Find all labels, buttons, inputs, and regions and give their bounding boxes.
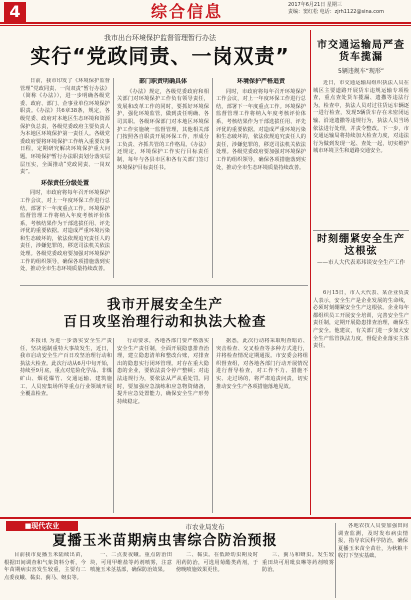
lead-col1-text-b: 同时，市政府将每年召开环境保护工作会议，对上一年度环保工作进行总结，部署下一年度重点工作。环境保护监督管理工作将纳入年度考核评价体系，考核结果作为干部选拔任用、评先评优的重要依据。对造成严重环境污染和生态破坏的，依法依规追究责任人的责任，涉嫌犯罪的，移送司法机关依法处理。各级党委政府要加强对环境保护工作的组织领导，确保各项措施落到实处，推动全市生态环境质量持续改善。 [20, 190, 110, 273]
right-story-1-subtitle: 5辆违规车“现形” [337, 68, 385, 75]
column-divider [212, 78, 213, 278]
lead-subhead-1: 部门职责明确具体 [138, 78, 187, 85]
safety-headline [20, 297, 310, 331]
column-divider [335, 523, 336, 598]
right-story-1-headline: 市交通运输局严查货车揽漏 [317, 40, 405, 63]
lead-col1-text: 日前，我市印发了《环境保护监督管理“党政同责、一岗双责”暂行办法》（简称《办法》），进一步明确各级党委、政府、部门、企事业单位环境保护职责。《办法》共6章38条，规定，各级党委、政府对本地区生态环境和资源保护负总责，各级党委政府主要负责人为本地区环境保护第一责任人。各级党委政府要将环境保护工作纳入重要议事日程，定期研究解决环境保护重大问题。环境保护暂行办法职责划分落实层层压实，全面推动“党政同责、一岗双责”。 [20, 78, 110, 176]
right-story-2-subtitle: ——市人大代表邓玮谈安全生产工作 [316, 260, 405, 266]
issue-info [288, 2, 408, 16]
lead-column-3 [216, 78, 306, 278]
column-divider [113, 78, 114, 278]
safety-column-2: 行动要求，各地各部门要严格落实安全生产责任制，全面开展隐患排查治理，建立隐患清单和整改台账，对排查出的隐患实行闭环管理。对存在重大隐患的企业，要依法责令停产整顿；对违法违规行为，要依法从严从重处罚。同时，要加强应急演练和应急物资储备，提升应急处置能力，确保安全生产形势持续稳定。 [117, 338, 209, 405]
safety-headline-line-2: 百日攻坚治理行动和执法大检查 [63, 314, 267, 330]
column-divider [212, 338, 213, 513]
bottom-column-4: 三、蓟马和蚜虫。发生较重田块可用吡虫啉等药剂喷雾防治。 [262, 552, 334, 574]
safety-headline-line-1: 我市开展安全生产 [107, 297, 223, 313]
article-divider [20, 285, 308, 286]
header-rule-thin [0, 25, 411, 26]
bottom-column-2: 一、二点委夜蛾。重点防治田块，可用甲维盐等药剂喷雾，注意喷施玉米茎基部，确保防治效果。 [90, 552, 172, 574]
lead-column-1 [20, 78, 110, 278]
right-story-1-body: 近日，市交通运输局组织执法人员在城区主要道路开展货车违规运输专项检查，重点查处货车揽漏、遗撒等违法行为。检查中，执法人员对过往货运车辆逐一进行检查，发现5辆货车存在未密闭运输、沿途遗撒等违规行为，执法人员当场依法进行处理，并责令整改。下一步，市交通运输局将持续加大检查力度，对违法行为做到发现一起、查处一起，切实维护城市环境卫生和道路交通安全。 [313, 80, 409, 155]
bottom-column-1: 目前我市夏播玉米陆续出苗，根据田间调查和气象资料分析，今年苗期病虫害发生较重，主要有二点委夜蛾、黏虫、蓟马、蚜虫等。 [4, 552, 86, 581]
header-rule [0, 22, 411, 24]
lead-col2-text: 《办法》规定，各级党委政府和相关部门对环境保护工作负有领导责任，发展和改革工作的同时，要抓好环境保护，强化环境监管，做到责任明确、各司其职。各级环保部门对本地区环境保护工作实施统一监督管理，其他相关部门按照各自职责开展环保工作，形成分工负责、齐抓共管的工作格局。《办法》还规定，环境保护工作实行目标责任制，每年与各县市区和各有关部门签订环境保护目标责任书。 [117, 88, 209, 171]
safety-column-1: 本报讯 为进一步落实安全生产责任，坚决遏制重特大事故发生，近日，我市启动安全生产百日攻坚治理行动和执法大检查。此次行动从6月中旬开始，持续至9月底，重点对危险化学品、非煤矿山、烟花爆竹、交通运输、建筑施工、人员密集场所等重点行业领域开展全覆盖检查。 [20, 338, 112, 398]
bottom-section-rule [0, 517, 411, 519]
lead-col3-text: 同时，市政府将每年召开环境保护工作会议，对上一年度环保工作进行总结，部署下一年度重点工作。环境保护监督管理工作将纳入年度考核评价体系，考核结果作为干部选拔任用、评先评优的重要依据。对造成严重环境污染和生态破坏的，依法依规追究责任人的责任，涉嫌犯罪的，移送司法机关依法处理。各级党委政府要加强对环境保护工作的组织领导，确保各项措施落到实处，推动全市生态环境质量持续改善。 [216, 88, 306, 171]
lead-column-2 [117, 78, 209, 278]
bottom-column-3: 二、黏虫。在低龄幼虫期及时用药防治，可选用菊酯类药剂，于傍晚喷施效果更佳。 [176, 552, 258, 574]
right-story-2-body: 6月15日，市人大代表、某企业负责人表示，安全生产是企业发展的生命线，必须时刻绷紧安全生产这根弦。企业每年都组织员工开展安全培训，完善安全生产责任制，定期开展隐患排查治理，确保生产安全。他建议，有关部门进一步加大安全生产监管执法力度，督促企业落实主体责任。 [313, 290, 409, 350]
column-divider [113, 338, 114, 513]
bottom-kicker: 市农业局发布 [185, 523, 225, 531]
right-story-divider [313, 230, 409, 231]
lead-subhead-2: 环保责任分级处置 [40, 179, 89, 187]
issue-editor: 责编：窦红松 电话：zjrh1122@sina.com [288, 9, 384, 15]
page-number: 4 [4, 2, 26, 22]
right-story-2-headline: 时刻绷紧安全生产这根弦 [317, 234, 405, 257]
safety-column-3: 据悉，此次行动将采取明查暗访、突击检查、交叉检查等多种方式进行，并将检查情况定期通报。市安委会将组织督查组，对各地各部门行动开展情况进行督导检查，对工作不力、措施不实、走过场的，将严肃追责问责，切实推动安全生产各项措施落地见效。 [216, 338, 308, 390]
lead-subhead-3: 环境保护严格追责 [236, 78, 285, 85]
lead-headline: 实行“党政同责、一岗双责” [30, 44, 290, 68]
section-tag: ■现代农业 [6, 521, 78, 531]
bottom-column-5: 各地农技人员要加强田间调查监测，及时发布病虫情报，指导农民科学防治，确保夏播玉米苗全苗壮，为秋粮丰收打下坚实基础。 [338, 523, 408, 560]
right-column-divider [310, 30, 311, 515]
bottom-headline: 夏播玉米苗期病虫害综合防治预报 [52, 533, 278, 549]
section-title: 综合信息 [150, 2, 223, 21]
issue-date: 2017年6月21日 星期三 [288, 2, 342, 8]
lead-kicker: 我市出台环境保护监督管理暂行办法 [104, 34, 216, 42]
